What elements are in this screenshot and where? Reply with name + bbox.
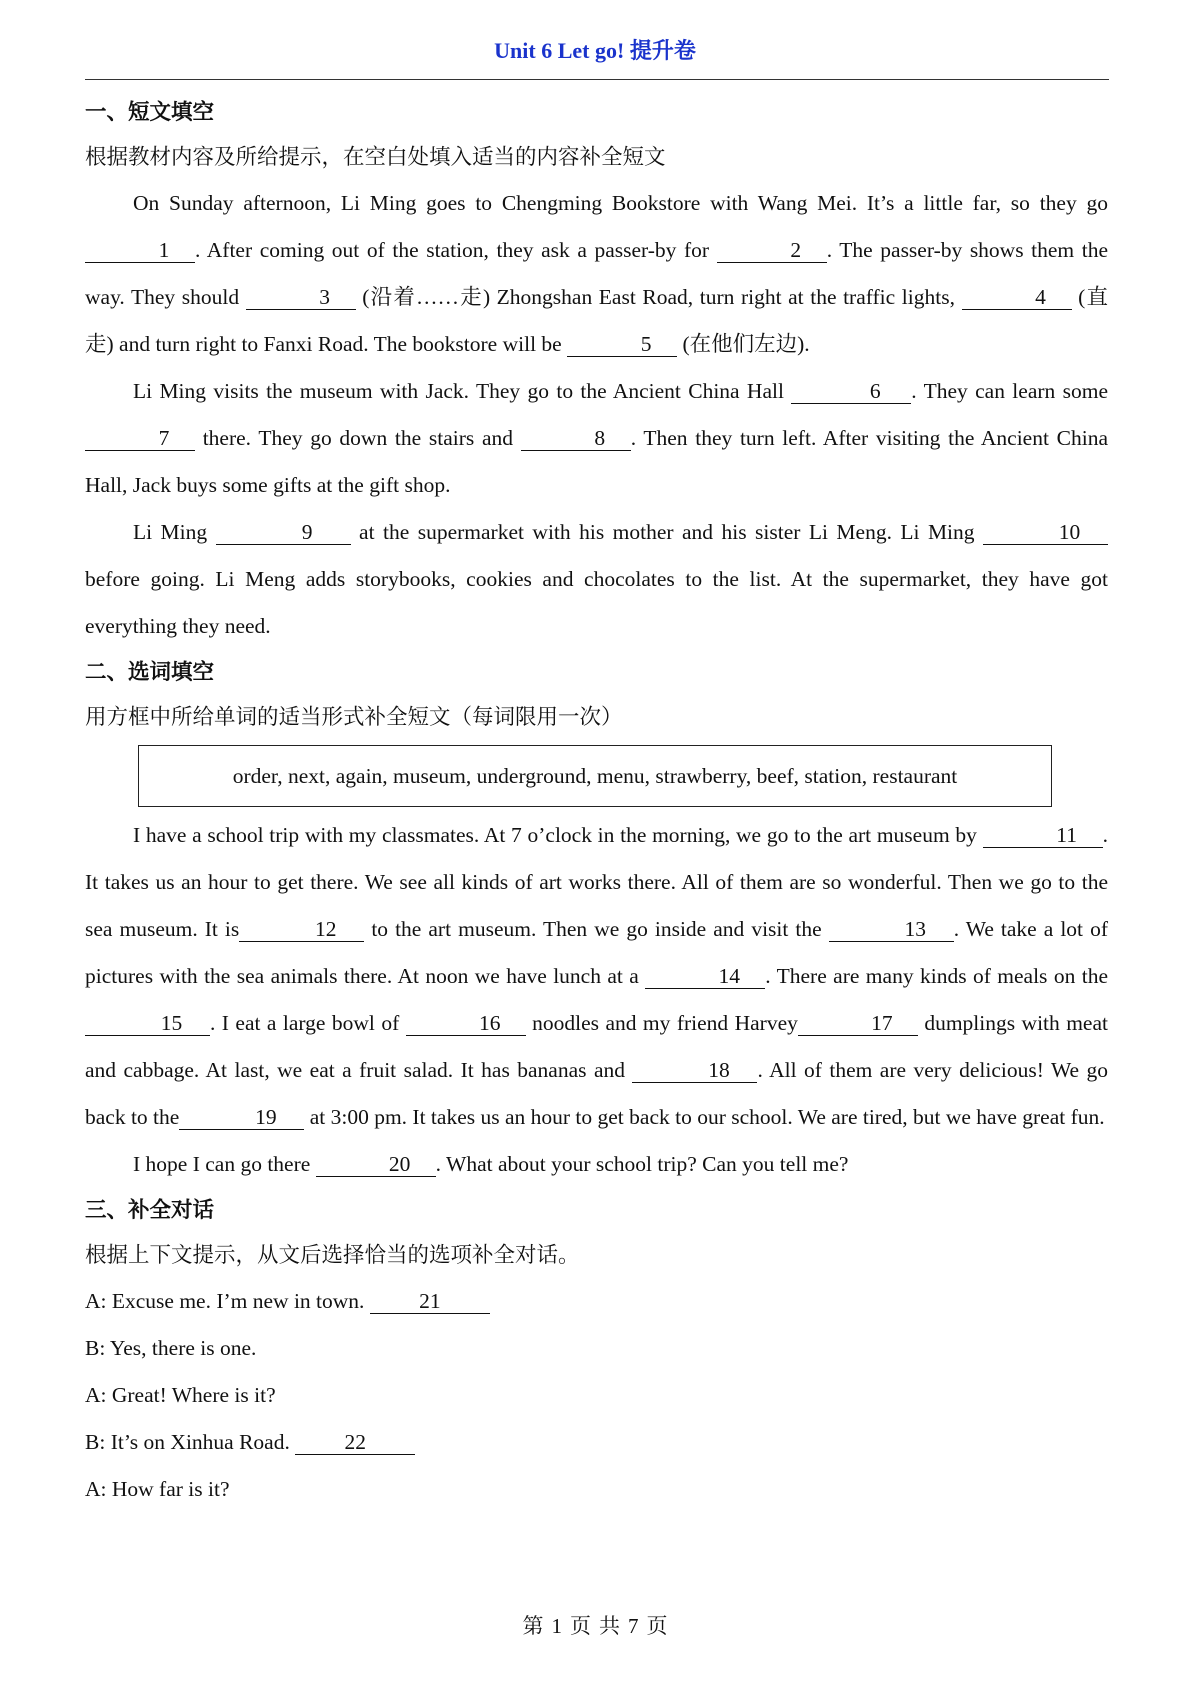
dialogue-line-3: A: Great! Where is it? — [85, 1383, 276, 1407]
blank-14[interactable]: 14 — [645, 965, 765, 989]
blank-15[interactable]: 15 — [85, 1012, 210, 1036]
blank-3[interactable]: 3 — [246, 286, 356, 310]
dialogue-line-2: B: Yes, there is one. — [85, 1336, 257, 1360]
total-page-count: 7 — [628, 1614, 639, 1638]
dialogue-line-5: A: How far is it? — [85, 1477, 230, 1501]
page-footer: 第 1 页 共 7 页 — [522, 1614, 668, 1638]
word-bank-box — [138, 745, 1052, 807]
dialogue-line-4: B: It’s on Xinhua Road. 22 — [85, 1419, 1108, 1466]
word-bank-text: order, next, again, museum, underground, menu, strawberry, beef, station, restaurant — [232, 763, 958, 788]
blank-19[interactable]: 19 — [179, 1106, 304, 1130]
page-header-title: Unit 6 Let go! 提升卷 — [494, 38, 696, 63]
blank-9[interactable]: 9 — [216, 521, 351, 545]
dialogue-line-1: A: Excuse me. I’m new in town. 21 — [85, 1278, 1108, 1325]
blank-10[interactable]: 10 — [983, 521, 1108, 545]
header-divider — [85, 79, 1109, 80]
blank-22[interactable]: 22 — [295, 1431, 415, 1455]
section2-title: 二、选词填空 — [85, 660, 215, 684]
blank-6[interactable]: 6 — [791, 380, 911, 404]
section1-paragraph-2: Li Ming visits the museum with Jack. They go to the Ancient China Hall 6 . They can learn some 7 there. They go down the stairs and 8 . Then they turn left. After visiting the Ancient China Hall, Jack buys some gifts at the gift shop. — [85, 379, 1109, 497]
blank-16[interactable]: 16 — [406, 1012, 526, 1036]
section2-paragraph-2: I hope I can go there 20 . What about your school trip? Can you tell me? — [133, 1152, 849, 1176]
blank-8[interactable]: 8 — [521, 427, 631, 451]
blank-12[interactable]: 12 — [239, 918, 364, 942]
section3-title: 三、补全对话 — [85, 1198, 215, 1222]
section1-instruction: 根据教材内容及所给提示，在空白处填入适当的内容补全短文 — [85, 145, 666, 169]
blank-18[interactable]: 18 — [632, 1059, 757, 1083]
blank-20[interactable]: 20 — [316, 1153, 436, 1177]
blank-4[interactable]: 4 — [962, 286, 1072, 310]
section1-paragraph-1: On Sunday afternoon, Li Ming goes to Chengming Bookstore with Wang Mei. It’s a little far, so they go 1 . After coming out of the station, they ask a passer-by for 2 . The passer-by shows them the way. They should 3 (沿着……走) Zhongshan East Road, turn right at the traffic lights, 4 (直走) and turn right to Fanxi Road. The bookstore will be 5 (在他们左边). — [85, 191, 1109, 356]
blank-1[interactable]: 1 — [85, 239, 195, 263]
blank-11[interactable]: 11 — [983, 824, 1103, 848]
blank-2[interactable]: 2 — [717, 239, 827, 263]
section3-instruction: 根据上下文提示，从文后选择恰当的选项补全对话。 — [85, 1243, 580, 1267]
section1-paragraph-3: Li Ming 9 at the supermarket with his mother and his sister Li Meng. Li Ming 10 before going. Li Meng adds storybooks, cookies and chocolates to the list. At the supermarket, they have got everything they need. — [85, 520, 1108, 638]
blank-13[interactable]: 13 — [829, 918, 954, 942]
blank-7[interactable]: 7 — [85, 427, 195, 451]
section2-instruction: 用方框中所给单词的适当形式补全短文（每词限用一次） — [85, 705, 623, 729]
main-content — [85, 90, 1108, 1513]
blank-5[interactable]: 5 — [567, 333, 677, 357]
section1-title: 一、短文填空 — [85, 100, 215, 124]
blank-21[interactable]: 21 — [370, 1290, 490, 1314]
blank-17[interactable]: 17 — [798, 1012, 918, 1036]
section2-paragraph-1: I have a school trip with my classmates. At 7 o’clock in the morning, we go to the art museum by 11 . It takes us an hour to get there. We see all kinds of art works there. All of them are so wonderful. Then we go to the sea museum. It is 12 to the art museum. Then we go inside and visit the 13 . We take a lot of pictures with the sea animals there. At noon we have lunch at a 14 . There are many kinds of meals on the 15 . I eat a large bowl of 16 noodles and my friend Harvey 17 dumplings with meat and cabbage. At last, we eat a fruit salad. It has bananas and 18 . All of them are very delicious! We go back to the 19 at 3:00 pm. It takes us an hour to get back to our school. We are tired, but we have great fun. — [85, 823, 1108, 1129]
current-page-number: 1 — [551, 1614, 562, 1638]
